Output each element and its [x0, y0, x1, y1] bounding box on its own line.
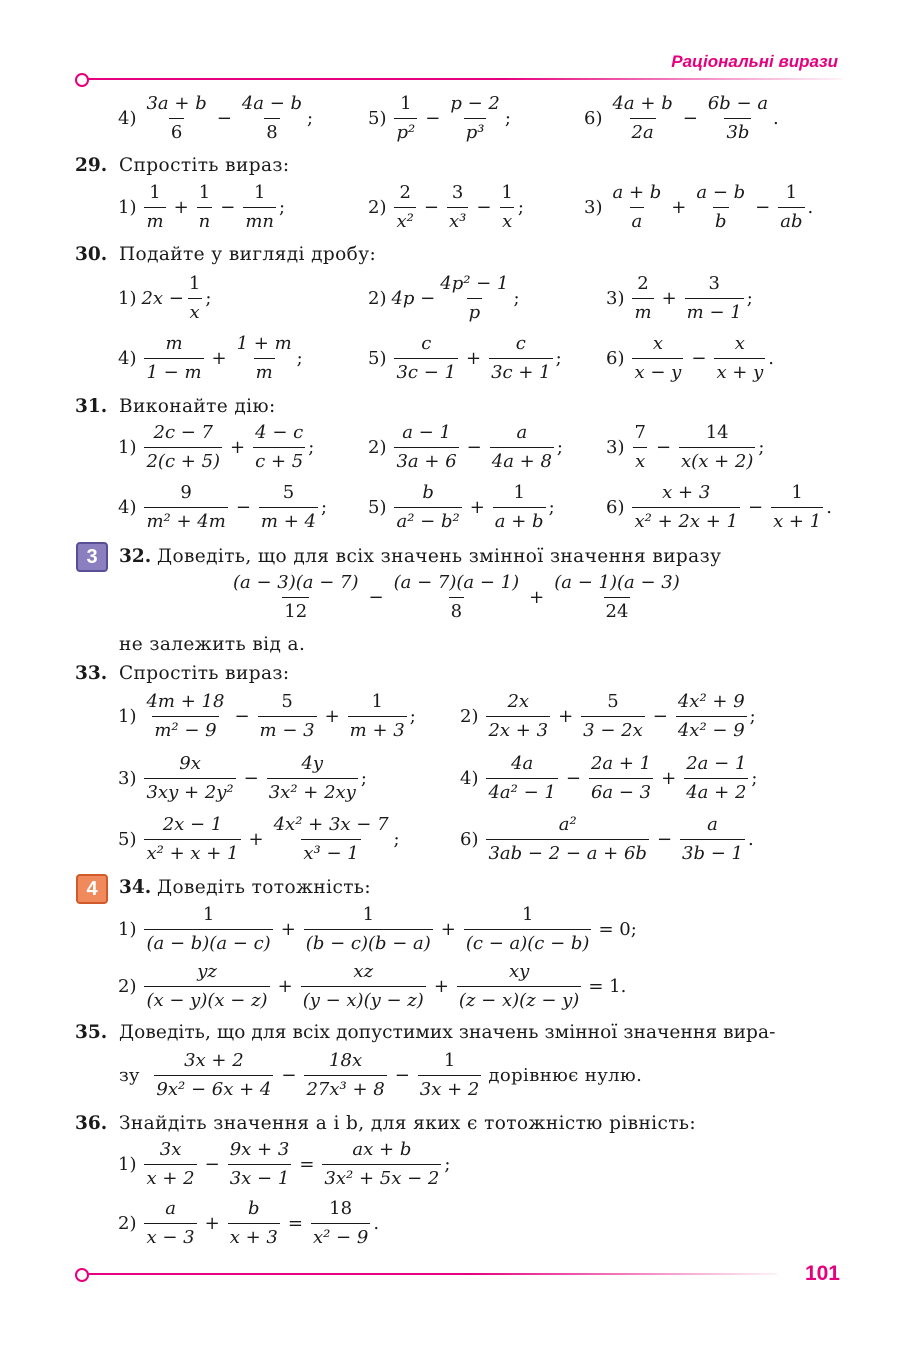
p28-item-5: 5) 1 p² − $\frac{p - 2}{\text{p³}}$ ; — [368, 93, 511, 143]
p30-item-5: 5) c 3c − 1 + $\frac{c}{3c + 1}$ ; — [368, 333, 562, 383]
problem-statement: Спростіть вираз: — [119, 663, 290, 684]
p29-item-1: 1) 1 m + $\frac{1}{n}$ − $\frac{1}{mn}$ ; — [118, 182, 286, 232]
problem-statement: Доведіть, що для всіх значень змінної значення виразу — [157, 546, 722, 567]
problem-number: 33. — [75, 663, 108, 684]
p36-item-2: 2) a x − 3 + $\frac{b}{x + 3}$ = $\frac{18}{\text{x² − 9}}$ . — [118, 1198, 380, 1248]
problem-statement: Подайте у вигляді дробу: — [119, 244, 377, 265]
p33-item-4: 4) 4a 4a² − 1 − $\frac{2a + 1}{6a - 3}$ + $\frac{2a - 1}{4a + 2}$ ; — [460, 753, 758, 803]
p34-item-2: 2) yz (x − y)(x − z) + $\frac{xz}{(y - x)(y - z)}$ + $\frac{xy}{(z - x)(z - y)}$ = 1. — [118, 961, 627, 1011]
section-title: Раціональні вирази — [671, 52, 838, 71]
problem-statement: Спростіть вираз: — [119, 155, 290, 176]
footer-ring — [75, 1268, 89, 1282]
problem-statement: Виконайте дію: — [119, 396, 276, 417]
problem-number: 30. — [75, 244, 108, 265]
difficulty-level-badge: 4 — [76, 874, 108, 904]
p31-item-4: 4) 9 m² + 4m − $\frac{5}{m + 4}$ ; — [118, 482, 328, 532]
p30-item-3: 3) 2 m + $\frac{3}{m - 1}$ ; — [606, 273, 753, 323]
p31-item-3: 3) 7 x − $\frac{14}{x(x + 2)}$ ; — [606, 422, 765, 472]
p34-item-1: 1) 1 (a − b)(a − c) + $\frac{1}{(b - c)(b - a)}$ + $\frac{1}{(c - a)(c - b)}$ = 0; — [118, 904, 637, 954]
problem-statement: Доведіть тотожність: — [157, 877, 371, 898]
problem-number: 35. — [75, 1022, 108, 1043]
p30-item-6: 6) x x − y − $\frac{x}{x + y}$ . — [606, 333, 775, 383]
p31-item-1: 1) 2c − 7 2(c + 5) + $\frac{4 - c}{c + 5}$ ; — [118, 422, 315, 472]
problem-number: 31. — [75, 396, 108, 417]
p28-item-4: 4) 3a + b 6 − $\frac{4a - b}{8}$ ; — [118, 93, 314, 143]
page-number: 101 — [804, 1262, 840, 1285]
p31-item-2: 2) a − 1 3a + 6 − $\frac{a}{4a + 8}$ ; — [368, 422, 563, 472]
p33-item-3: 3) 9x 3xy + 2y² − $\frac{4y}{\text{3x² + 2xy}}$ ; — [118, 753, 367, 803]
p33-item-1: 1) 4m + 18 m² − 9 − $\frac{5}{m - 3}$ + $\frac{1}{m + 3}$ ; — [118, 691, 416, 741]
p33-item-6: 6) a² 3ab − 2 − a + 6b − $\frac{a}{3b - 1}$ . — [460, 814, 754, 864]
p29-item-2: 2) 2 x² − $\frac{3}{\text{x³}}$ − $\frac{1}{x}$ ; — [368, 182, 524, 232]
problem-number: 34. — [119, 877, 152, 898]
problem-conclusion: не залежить від a. — [119, 634, 306, 655]
problem-number: 32. — [119, 546, 152, 567]
p29-item-3: 3) a + b a + $\frac{a - b}{b}$ − $\frac{1}{ab}$ . — [584, 182, 814, 232]
difficulty-level-badge: 3 — [76, 542, 108, 572]
problem-number: 29. — [75, 155, 108, 176]
p31-item-6: 6) x + 3 x² + 2x + 1 − $\frac{1}{x + 1}$ . — [606, 482, 832, 532]
footer-rule — [87, 1273, 777, 1275]
p35-expression: зу 3x + 2 9x² − 6x + 4 − $\frac{18x}{\text{27x³ + 8}}$ − $\frac{1}{3x + 2}$ дорівнює нулю. — [119, 1050, 643, 1100]
p31-item-5: 5) b a² − b² + $\frac{1}{a + b}$ ; — [368, 482, 555, 532]
header-rule — [87, 78, 842, 80]
problem-statement: Знайдіть значення a і b, для яких є тотожністю рівність: — [119, 1113, 696, 1134]
p32-expression: (a − 3)(a − 7) 12 − $\frac{(a - 7)(a - 1)}{8}$ + $\frac{(a - 1)(a - 3)}{24}$ — [233, 572, 680, 622]
p30-item-4: 4) m 1 − m + $\frac{1 + m}{m}$ ; — [118, 333, 303, 383]
p28-item-6: 6) 4a + b 2a − $\frac{6b - a}{3b}$ . — [584, 93, 779, 143]
rule-start-ring — [75, 73, 89, 87]
p33-item-2: 2) 2x 2x + 3 + $\frac{5}{3 - 2x}$ − $\frac{\text{4x² + 9}}{\text{4x² − 9}}$ ; — [460, 691, 756, 741]
p36-item-1: 1) 3x x + 2 − $\frac{9x + 3}{3x - 1}$ = $\frac{ax + b}{\text{3x² + 5x − 2}}$ ; — [118, 1139, 451, 1189]
p30-item-1: 1) 2x − $\frac{1}{x}$ ; — [118, 273, 212, 323]
p33-item-5: 5) 2x − 1 x² + x + 1 + $\frac{\text{4x² + 3x − 7}}{\text{x³ − 1}}$ ; — [118, 814, 400, 864]
problem-number: 36. — [75, 1113, 108, 1134]
problem-statement: Доведіть, що для всіх допустимих значень змінної значення вира- — [119, 1022, 776, 1043]
p30-item-2: 2) 4p − $\frac{\text{4p² − 1}}{p}$ ; — [368, 273, 520, 323]
